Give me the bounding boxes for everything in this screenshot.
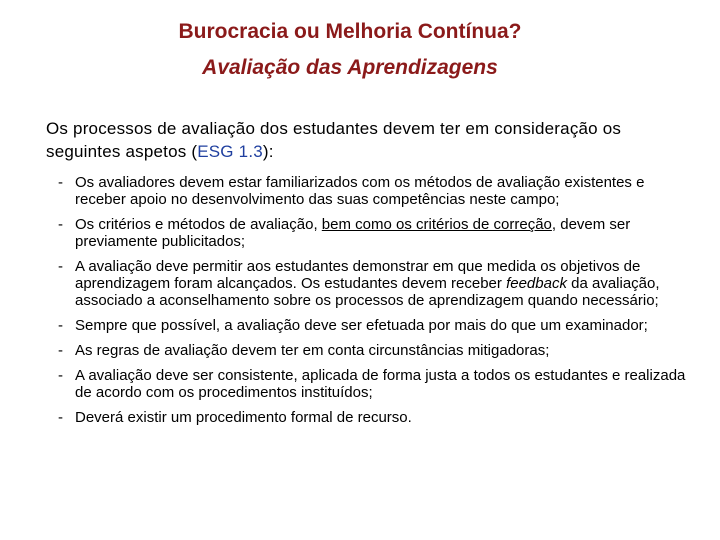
bullet-dash: - — [58, 367, 63, 384]
list-item-text: , devem ser previamente publicitados; — [75, 216, 631, 250]
bullet-dash: - — [58, 174, 63, 191]
intro-text-before: Os processos de avaliação dos estudantes devem ter em consideração os seguintes aspetos ( — [46, 119, 622, 161]
page-title: Burocracia ou Melhoria Contínua? — [178, 20, 522, 43]
bullet-dash: - — [58, 216, 63, 233]
list-item-text: Deverá existir um procedimento formal de recurso. — [75, 409, 412, 426]
italic-term: feedback — [506, 275, 567, 292]
intro-paragraph — [46, 117, 696, 163]
bullet-dash: - — [58, 317, 63, 334]
list-item-text: Os avaliadores devem estar familiarizados com os métodos de avaliação existentes e receber apoio no desenvolvimento das suas competências neste campo; — [75, 174, 645, 208]
bullet-dash: - — [58, 409, 63, 426]
list-item-text: da avaliação, associado a aconselhamento sobre os processos de aprendizagem quando necessário; — [75, 275, 660, 309]
list-item — [58, 367, 698, 401]
underlined-phrase: bem como os critérios de correção — [321, 216, 552, 233]
page-subtitle: Avaliação das Aprendizagens — [202, 56, 498, 79]
list-item-text: A avaliação deve permitir aos estudantes demonstrar em que medida os objetivos de aprendizagem foram alcançados. Os estudantes devem receber — [75, 258, 641, 292]
list-item-text: Sempre que possível, a avaliação deve ser efetuada por mais do que um examinador; — [75, 317, 648, 334]
list-item — [58, 342, 698, 359]
list-item-text: Os critérios e métodos de avaliação, — [75, 216, 322, 233]
list-item — [58, 216, 698, 250]
list-item — [58, 317, 698, 334]
list-item — [58, 174, 698, 208]
list-item-text: As regras de avaliação devem ter em conta circunstâncias mitigadoras; — [75, 342, 550, 359]
aspects-list — [58, 174, 698, 434]
bullet-dash: - — [58, 258, 63, 275]
intro-text-after: ): — [262, 142, 274, 161]
list-item — [58, 258, 698, 309]
bullet-dash: - — [58, 342, 63, 359]
list-item-text: A avaliação deve ser consistente, aplicada de forma justa a todos os estudantes e realizada de acordo com os procedimentos instituídos; — [75, 367, 686, 401]
esg-reference: ESG 1.3 — [197, 142, 263, 161]
list-item — [58, 409, 698, 426]
